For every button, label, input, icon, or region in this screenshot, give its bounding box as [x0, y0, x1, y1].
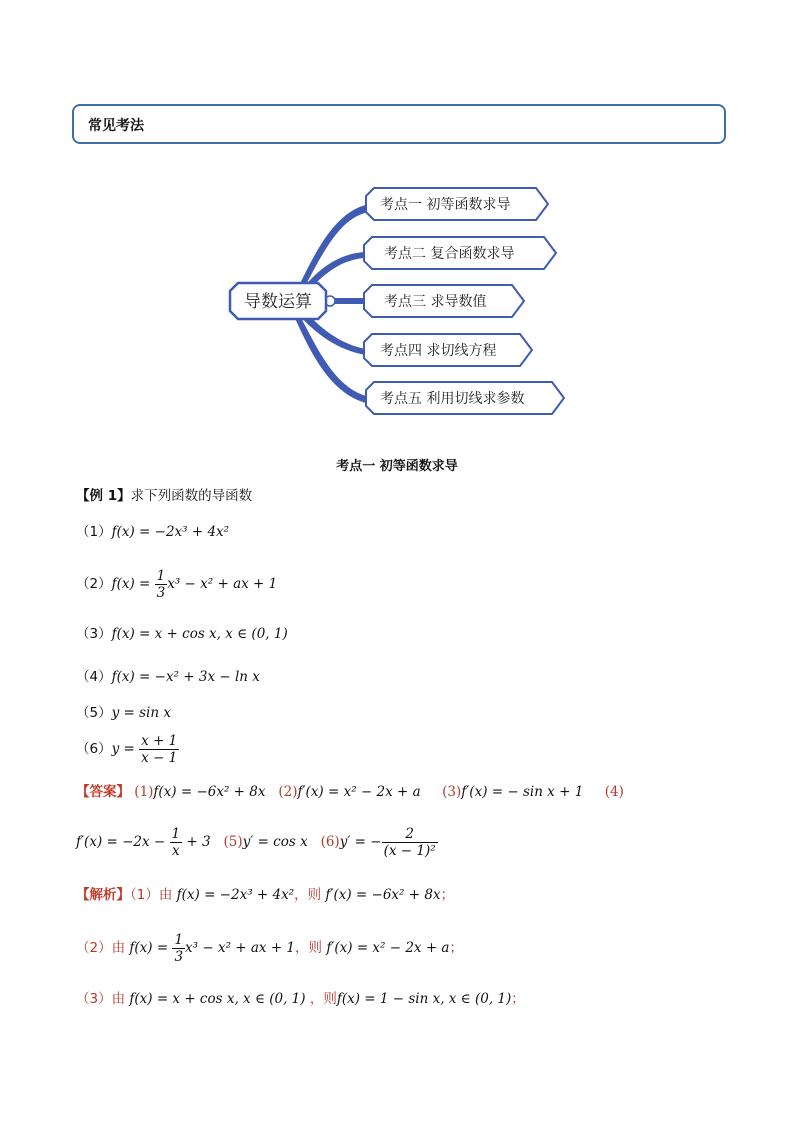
fraction: $\frac{1}{3}$ — [174, 932, 184, 965]
analysis-line-1: 【解析】（1）由 f(x) = −2x³ + 4x²，则 f′(x) = −6x² + 8x； — [76, 887, 455, 903]
analysis-label: 【解析】 — [76, 887, 130, 903]
example-item-3: （3）f(x) = x + cos x, x ∈ (0, 1) — [76, 626, 288, 642]
answer-line-1: 【答案】 (1)f(x) = −6x² + 8x (2)f′(x) = x² − 2x + a (3)f′(x) = − sin x + 1 (4) — [76, 784, 624, 800]
fraction: $\frac{1}{3}$ — [156, 568, 166, 601]
example-item-4: （4）f(x) = −x² + 3x − ln x — [76, 669, 260, 685]
mindmap — [0, 0, 794, 440]
mindmap-root-label: 导数运算 — [244, 292, 312, 312]
mindmap-branch-5: 考点五 利用切线求参数 — [380, 391, 525, 407]
example-item-6: （6）y = $\frac{x + 1}{x - 1}$ — [76, 733, 178, 766]
mindmap-branch-4: 考点四 求切线方程 — [380, 343, 497, 359]
example-prompt: 求下列函数的导函数 — [130, 488, 253, 504]
answer-line-2: f′(x) = −2x − $\frac{1}{x}$ + 3 (5)y′ = cos x (6)y′ = − $\frac{2}{\text{(x − 1)²}}$ — [76, 826, 436, 859]
example-item-1: （1）f(x) = −2x³ + 4x² — [76, 524, 230, 540]
analysis-line-2: （2）由 f(x) = $\frac{1}{3}$ x³ − x² + ax + 1，则 f′(x) = x² − 2x + a； — [76, 932, 463, 965]
section-title: 常见考法 — [88, 118, 144, 134]
mindmap-branch-3: 考点三 求导数值 — [384, 294, 487, 310]
mindmap-branch-1: 考点一 初等函数求导 — [380, 197, 511, 213]
example-item-2: （2）f(x) = $\frac{1}{3}$ x³ − x² + ax + 1 — [76, 568, 278, 601]
fraction: $\frac{1}{x}$ — [171, 826, 181, 859]
fraction: $\frac{x + 1}{x - 1}$ — [141, 733, 178, 766]
mindmap-branch-2: 考点二 复合函数求导 — [384, 246, 515, 262]
example-label: 【例 1】 — [76, 488, 131, 504]
example-prompt-line — [76, 486, 252, 506]
fraction: $\frac{2}{\text{(x − 1)²}}$ — [383, 826, 436, 859]
analysis-line-3: （3）由 f(x) = x + cos x, x ∈ (0, 1) ，则f(x) = 1 − sin x, x ∈ (0, 1)； — [76, 991, 525, 1007]
example-item-5: （5）y = sin x — [76, 705, 171, 721]
answer-label: 【答案】 — [76, 784, 130, 800]
topic-heading: 考点一 初等函数求导 — [336, 459, 458, 474]
